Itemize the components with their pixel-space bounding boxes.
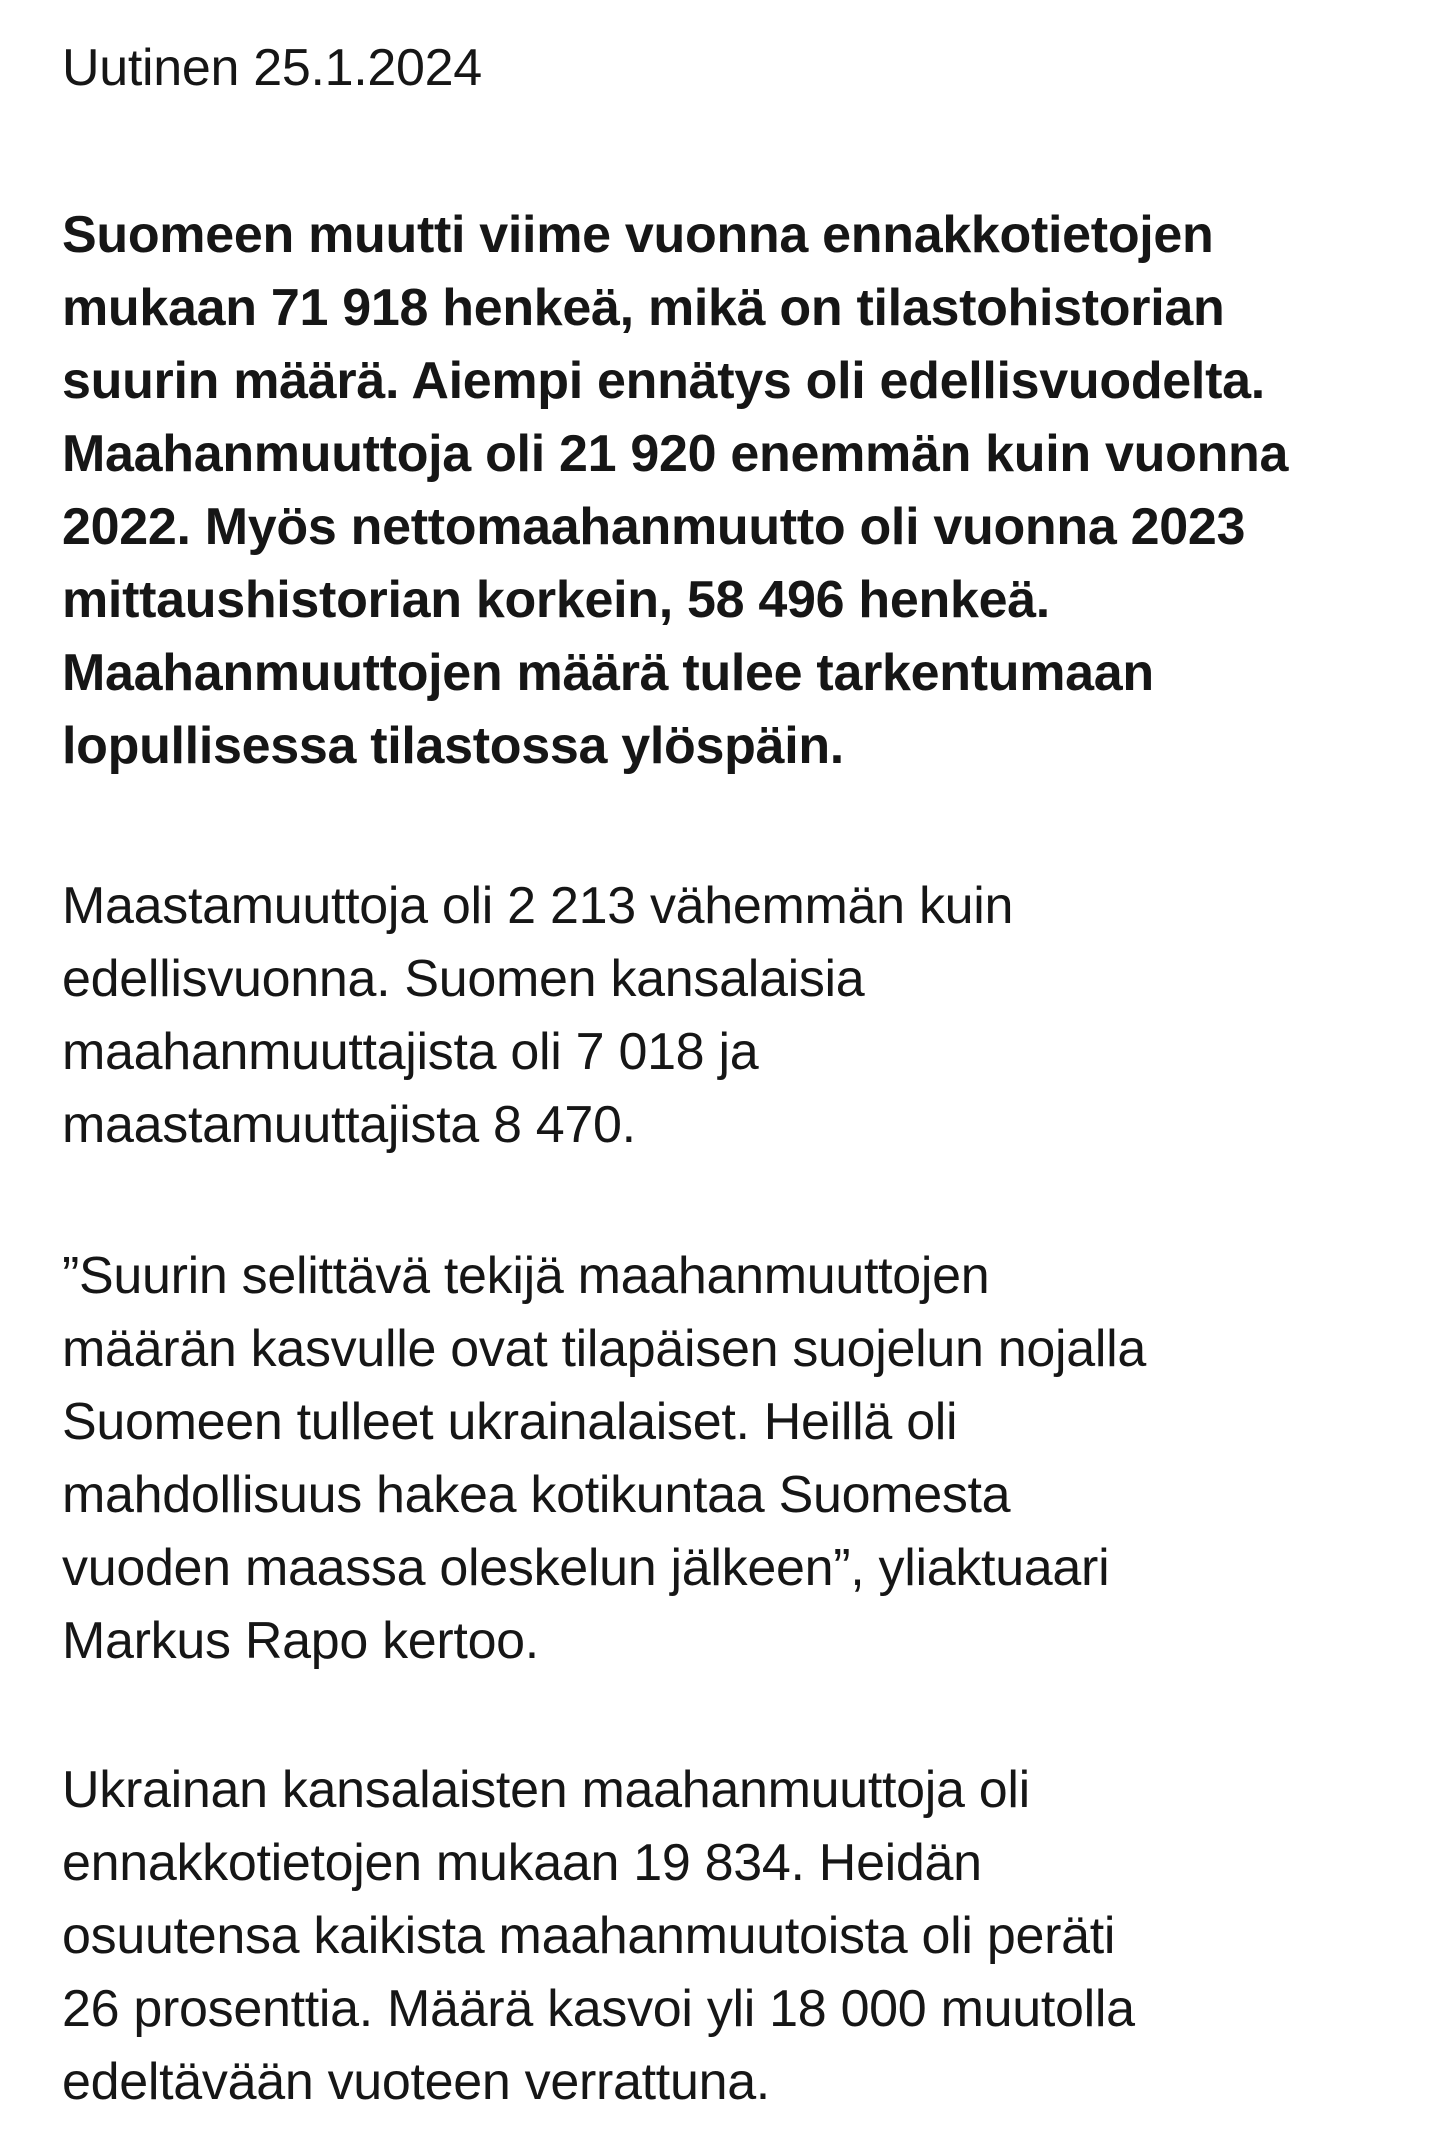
article-date: Uutinen 25.1.2024 xyxy=(62,39,482,97)
article-paragraph: ”Suurin selittävä tekijä maahanmuuttojen määrän kasvulle ovat tilapäisen suojelun nojalla Suomeen tulleet ukrainalaiset. Heillä oli mahdollisuus hakea kotikuntaa Suomesta vuoden maassa oleskelun jälkeen”, yliaktuaari Markus Rapo kertoo. xyxy=(62,1247,1147,1670)
article-paragraph: Maastamuuttoja oli 2 213 vähemmän kuin edellisvuonna. Suomen kansalaisia maahanmuuttajista oli 7 018 ja maastamuuttajista 8 470. xyxy=(62,877,1014,1154)
article-paragraph: Ukrainan kansalaisten maahanmuuttoja oli ennakkotietojen mukaan 19 834. Heidän osuutensa kaikista maahanmuutoista oli peräti 26 prosenttia. Määrä kasvoi yli 18 000 muutolla edeltävään vuoteen verrattuna. xyxy=(62,1761,1135,2111)
article-lead: Suomeen muutti viime vuonna ennakkotietojen mukaan 71 918 henkeä, mikä on tilastohistorian suurin määrä. Aiempi ennätys oli edellisvuodelta. Maahanmuuttoja oli 21 920 enemmän kuin vuonna 2022. Myös nettomaahanmuutto oli vuonna 2023 mittaushistorian korkein, 58 496 henkeä. Maahanmuuttojen määrä tulee tarkentumaan lopullisessa tilastossa ylöspäin. xyxy=(62,206,1289,775)
